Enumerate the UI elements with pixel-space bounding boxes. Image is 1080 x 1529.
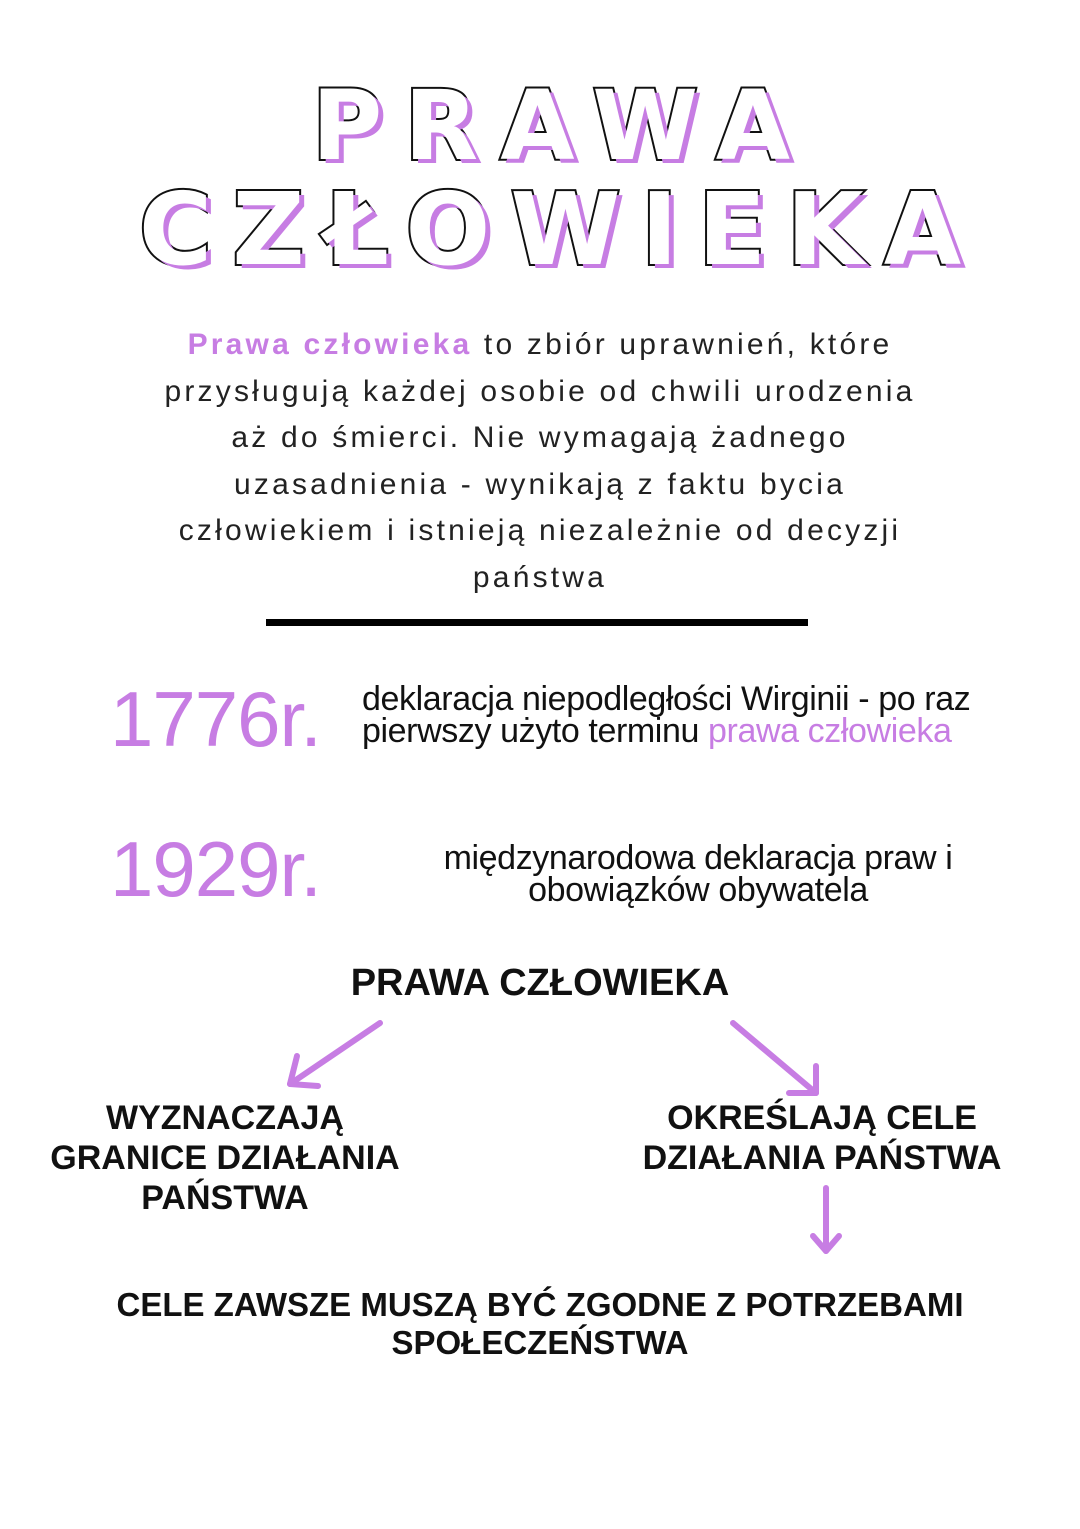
diagram-right-line-2: DZIAŁANIA PAŃSTWA	[642, 1139, 1002, 1177]
timeline-desc-1929-line-2: obowiązków obywatela	[528, 871, 868, 909]
intro-line-2: przysługują każdej osobie od chwili urodzenia	[164, 374, 916, 408]
diagram-bottom-line-1: CELE ZAWSZE MUSZĄ BYĆ ZGODNE Z POTRZEBAMI	[116, 1286, 964, 1323]
intro-line-5: człowiekiem i istnieją niezależnie od decyzji	[178, 514, 902, 547]
timeline-desc-1776-highlight: prawa człowieka	[708, 712, 952, 750]
intro-line-4: uzasadnienia - wynikają z faktu bycia	[234, 467, 846, 501]
diagram-bottom-line-2: SPOŁECZEŃSTWA	[391, 1324, 689, 1361]
title-line-2: CZŁOWIEKA	[138, 171, 982, 288]
timeline-desc-1776-line-1: deklaracja niepodległości Wirginii - po raz	[362, 680, 971, 718]
timeline-desc-1929-line-1: międzynarodowa deklaracja praw i	[443, 839, 953, 877]
arrow-left-icon	[290, 1023, 380, 1086]
timeline-year-1776: 1776r.	[110, 675, 321, 763]
intro-line-3: aż do śmierci. Nie wymagają żadnego	[231, 421, 849, 454]
diagram-heading: PRAWA CZŁOWIEKA	[350, 962, 730, 1004]
intro-line-1-text: to zbiór uprawnień, które	[472, 328, 893, 361]
diagram-right-box	[612, 1098, 1032, 1178]
title-line-1: PRAWA	[311, 70, 813, 182]
intro-line-6: państwa	[472, 560, 608, 594]
diagram-left-line-1: WYZNACZAJĄ	[106, 1099, 344, 1137]
timeline-year-1929: 1929r.	[110, 825, 321, 913]
intro-highlight: Prawa człowieka	[187, 328, 473, 361]
diagram-bottom-text	[0, 1286, 1080, 1362]
diagram-left-line-3: PAŃSTWA	[141, 1179, 309, 1217]
diagram-left-line-2: GRANICE DZIAŁANIA	[50, 1139, 400, 1177]
diagram-left-box	[20, 1098, 430, 1218]
arrow-down-icon	[813, 1188, 839, 1251]
timeline-desc-1776-prefix: pierwszy użyto terminu	[362, 712, 709, 750]
arrow-right-icon	[733, 1023, 816, 1093]
diagram-right-line-1: OKREŚLAJĄ CELE	[667, 1099, 977, 1137]
